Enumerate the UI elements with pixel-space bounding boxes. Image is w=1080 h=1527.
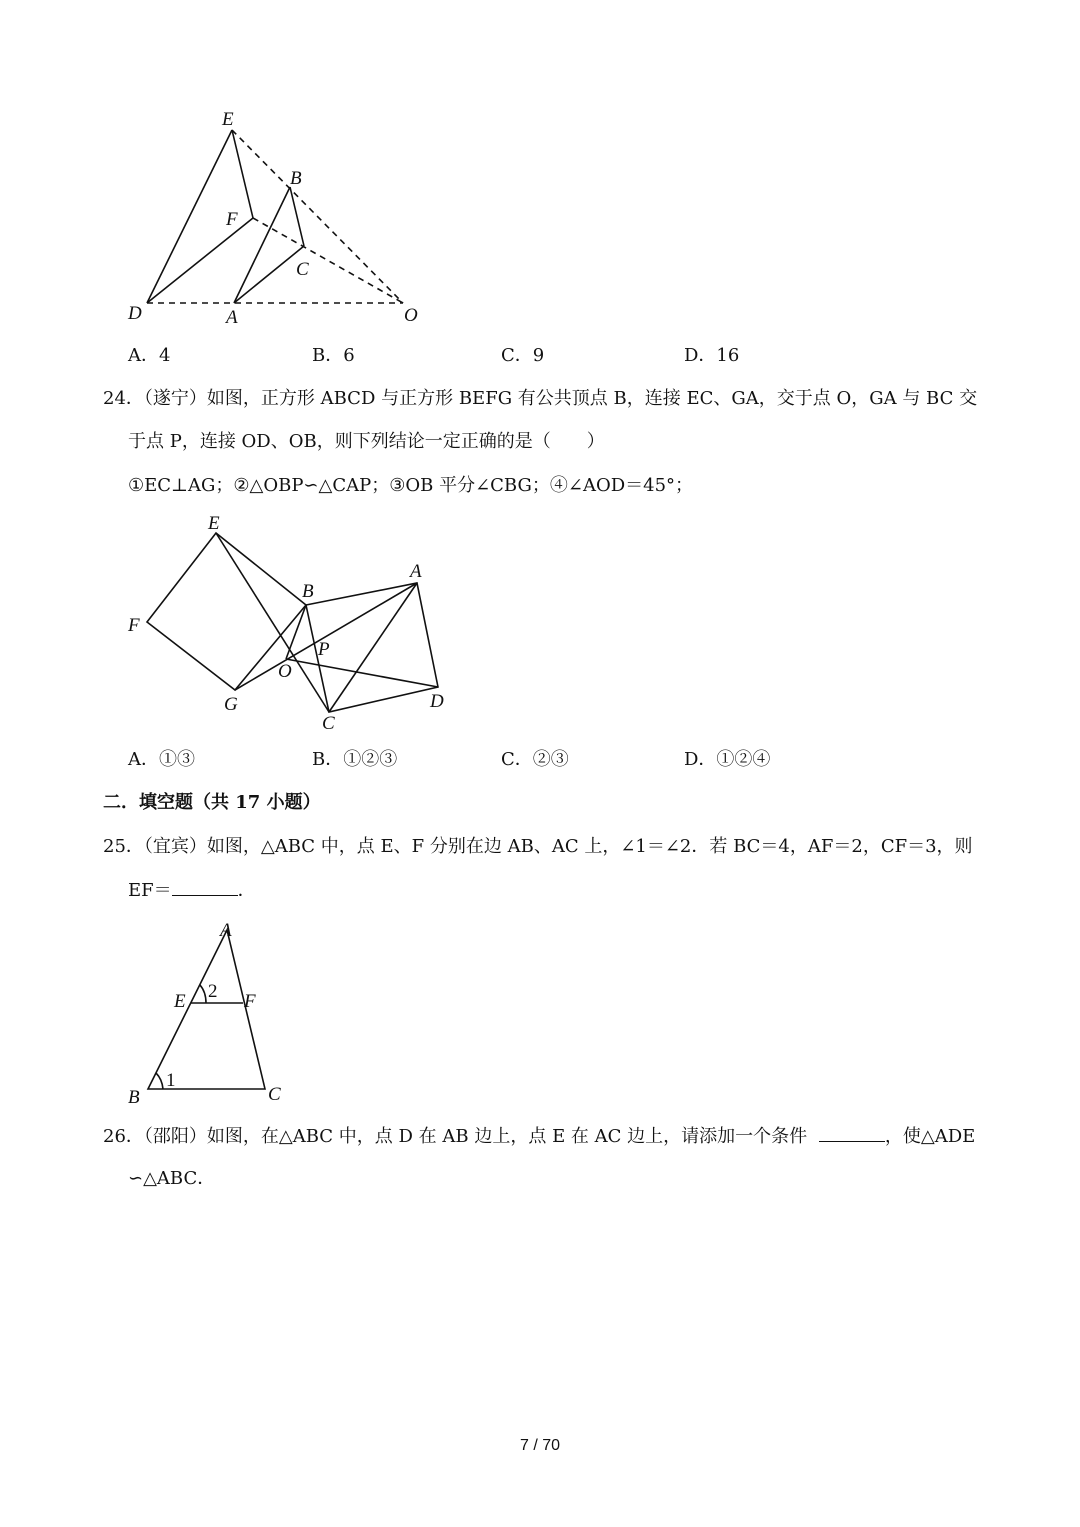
label-O: O <box>278 661 292 682</box>
label-F: F <box>226 209 238 230</box>
page-number: 7 / 70 <box>519 1437 561 1454</box>
label-D: D <box>430 691 444 712</box>
angle-2-arc <box>200 985 206 1003</box>
label-E: E <box>208 513 220 534</box>
label-angle-1: 1 <box>166 1070 176 1091</box>
label-A: A <box>220 920 232 941</box>
label-O: O <box>404 305 418 326</box>
segment-ED <box>147 130 232 303</box>
label-A: A <box>410 561 422 582</box>
angle-1-arc <box>156 1073 163 1089</box>
segment-EO <box>232 130 403 303</box>
q24-text-line2: 于点 P，连接 OD、OB，则下列结论一定正确的是（ ） <box>128 431 605 452</box>
label-B: B <box>302 581 314 602</box>
q25-text-line2 <box>128 881 256 900</box>
label-F: F <box>128 615 140 636</box>
q23-option-c: C．9 <box>501 345 545 366</box>
segment-CA <box>234 246 304 303</box>
q26-text-prefix: 26．（邵阳）如图，在△ABC 中，点 D 在 AB 边上，点 E 在 AC 边上，请添加一个条件 <box>103 1126 808 1147</box>
label-C: C <box>268 1084 281 1105</box>
segment-BA <box>234 187 290 303</box>
q23-option-b: B．6 <box>312 345 355 366</box>
label-C: C <box>296 259 309 280</box>
segment-FO <box>253 218 403 303</box>
q24-option-b: B．①②③ <box>312 749 398 770</box>
label-E: E <box>174 991 186 1012</box>
q24-option-a: A．①③ <box>128 749 195 770</box>
label-angle-2: 2 <box>208 981 218 1002</box>
figure-q25 <box>120 918 310 1108</box>
segment-EC <box>216 533 329 712</box>
q25-ef-prefix: EF＝ <box>128 880 172 901</box>
section-heading-fill-in: 二．填空题（共 17 小题） <box>103 792 321 813</box>
q25-text-line1: 25．（宜宾）如图，△ABC 中，点 E、F 分别在边 AB、AC 上，∠1＝∠2．若 BC＝4，AF＝2，CF＝3，则 <box>103 836 973 857</box>
label-B: B <box>128 1087 140 1108</box>
label-F: F <box>244 991 256 1012</box>
label-B: B <box>290 168 302 189</box>
q24-option-c: C．②③ <box>501 749 569 770</box>
q26-text-line1 <box>103 1127 975 1146</box>
label-E: E <box>222 109 234 130</box>
q23-option-d: D．16 <box>684 345 740 366</box>
label-C: C <box>322 713 335 734</box>
label-G: G <box>224 694 238 715</box>
q25-answer-blank[interactable] <box>172 881 238 896</box>
q24-text-line1: 24．（遂宁）如图，正方形 ABCD 与正方形 BEFG 有公共顶点 B，连接 EC、GA，交于点 O，GA 与 BC 交 <box>103 388 978 409</box>
q24-option-d: D．①②④ <box>684 749 771 770</box>
q24-statements: ①EC⊥AG；②△OBP∽△CAP；③OB 平分∠CBG；④∠AOD＝45°； <box>128 475 694 496</box>
figure-q23 <box>120 105 440 330</box>
q23-option-a: A．4 <box>128 345 171 366</box>
q26-text-suffix: ，使△ADE <box>884 1126 976 1147</box>
label-P: P <box>318 639 330 660</box>
q26-answer-blank[interactable] <box>819 1127 885 1142</box>
q26-text-line2: ∽△ABC． <box>128 1168 216 1189</box>
figure-q24 <box>120 505 460 735</box>
segment-FD <box>147 218 253 303</box>
segment-AC <box>329 583 417 712</box>
segment-EF <box>232 130 253 218</box>
label-D: D <box>128 303 142 324</box>
label-A: A <box>226 307 238 328</box>
q25-period: ． <box>237 880 256 901</box>
segment-GA <box>235 583 417 690</box>
